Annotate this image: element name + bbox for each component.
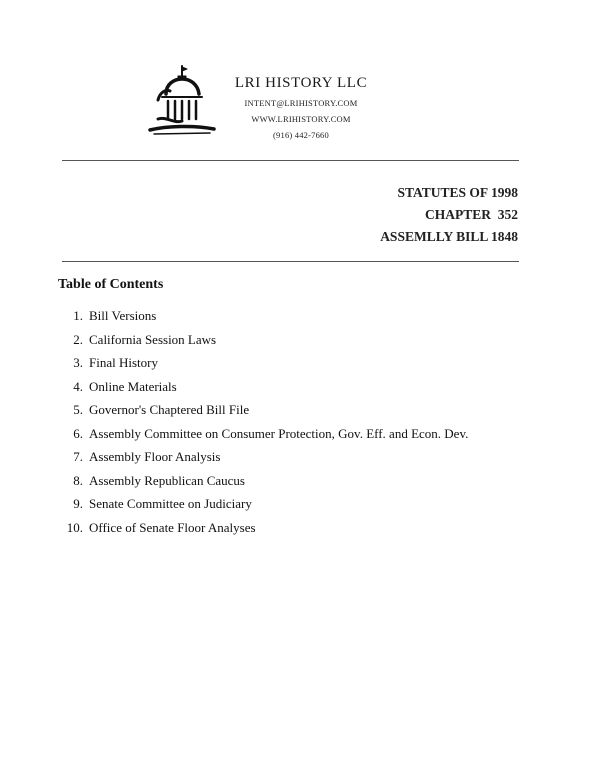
statute-info [380, 182, 518, 248]
toc-item-label: Assembly Committee on Consumer Protection, Gov. Eff. and Econ. Dev. [89, 425, 469, 441]
toc-item[interactable] [58, 518, 468, 542]
toc-item[interactable] [58, 400, 468, 424]
toc-item-label: Final History [89, 355, 158, 370]
toc-item[interactable] [58, 424, 468, 448]
toc-item-number: 3. [73, 355, 83, 370]
statute-chapter: CHAPTER 352 [424, 207, 518, 222]
toc-item-label: California Session Laws [89, 331, 217, 347]
header-divider [62, 160, 519, 161]
toc-item[interactable] [58, 353, 468, 377]
statute-year: STATUTES OF 1998 [397, 185, 518, 200]
company-email: INTENT@LRIHISTORY.COM [244, 98, 358, 108]
toc-item-label: Assembly Republican Caucus [89, 472, 245, 488]
company-info [226, 75, 376, 140]
toc-list [58, 306, 468, 541]
capitol-dome-logo [144, 64, 216, 138]
toc-item-number: 5. [73, 402, 83, 417]
statute-divider [62, 261, 519, 262]
toc-item-number: 2. [73, 331, 83, 347]
toc-title: Table of Contents [58, 277, 164, 292]
toc-item-label: Governor's Chaptered Bill File [89, 402, 250, 417]
toc-item-label: Online Materials [89, 378, 177, 394]
toc-item-number: 6. [73, 425, 83, 441]
statute-bill: ASSEMLLY BILL 1848 [380, 229, 518, 244]
toc-item-number: 1. [73, 308, 83, 323]
toc-item-label: Senate Committee on Judiciary [89, 496, 252, 511]
toc-item[interactable] [58, 377, 468, 401]
toc-item[interactable] [58, 447, 468, 471]
toc-item[interactable] [58, 471, 468, 495]
toc-item-number: 4. [73, 378, 83, 394]
toc-item-label: Office of Senate Floor Analyses [89, 519, 256, 535]
toc-item[interactable] [58, 306, 468, 330]
toc-item[interactable] [58, 494, 468, 518]
toc-item-label: Assembly Floor Analysis [89, 449, 221, 464]
company-website: WWW.LRIHISTORY.COM [251, 114, 351, 124]
toc-item-number: 9. [73, 496, 83, 511]
toc-item-number: 8. [73, 472, 83, 488]
toc-item-label: Bill Versions [89, 308, 157, 323]
toc-item-number: 10. [66, 519, 83, 535]
company-name: LRI HISTORY LLC [234, 75, 368, 91]
toc-item[interactable] [58, 330, 468, 354]
toc-item-number: 7. [73, 449, 83, 464]
company-phone: (916) 442-7660 [273, 130, 329, 140]
